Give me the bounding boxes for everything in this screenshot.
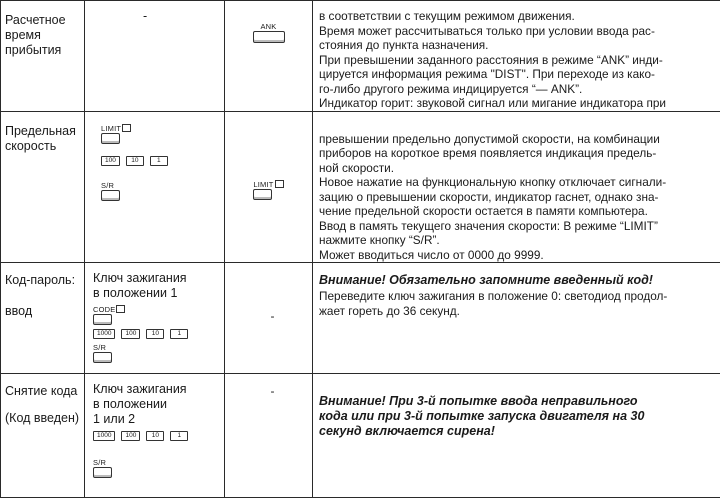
condition-cell (85, 1, 225, 112)
digit-buttons (93, 431, 224, 441)
dash-text: - (93, 9, 224, 24)
desc-line: зацию о превышении скорости, индикатор гаснет, однако зна- (319, 190, 716, 205)
description-cell (313, 374, 720, 498)
digit-buttons (93, 329, 224, 339)
desc-line: Новое нажатие на функциональную кнопку отключает сигнали- (319, 175, 716, 190)
digit-button-100[interactable]: 100 (121, 431, 140, 441)
param-line: Снятие кода (5, 384, 84, 399)
key-cell (225, 374, 313, 498)
param-line: (Код введен) (5, 411, 84, 426)
desc-line: стояния до пункта назначения. (319, 38, 716, 53)
condition-line: Ключ зажигания (93, 271, 224, 286)
desc-line: нажмите кнопку “S/R”. (319, 233, 716, 248)
digit-button-100[interactable]: 100 (101, 156, 120, 166)
digit-button-1[interactable]: 1 (150, 156, 168, 166)
param-line: ввод (5, 304, 84, 319)
digit-button-10[interactable]: 10 (126, 156, 144, 166)
desc-line: жает гореть до 36 секунд. (319, 304, 716, 319)
condition-line: 1 или 2 (93, 412, 224, 427)
sr-button[interactable] (93, 459, 112, 478)
desc-line: чение предельной скорости остается в памяти компьютера. (319, 204, 716, 219)
desc-line: Переведите ключ зажигания в положение 0: светодиод продол- (319, 289, 716, 304)
key-button-icon (101, 133, 120, 144)
param-line: время (5, 28, 84, 43)
condition-cell (85, 263, 225, 374)
param-line: прибытия (5, 43, 84, 58)
param-line: скорость (5, 139, 84, 154)
param-cell (1, 111, 85, 263)
dash-text: - (225, 384, 312, 399)
ank-key[interactable] (253, 23, 285, 43)
table-row (1, 374, 720, 498)
sr-button[interactable] (101, 182, 120, 201)
desc-line: Индикатор горит: звуковой сигнал или мигание индикатора при (319, 96, 716, 111)
digit-button-10[interactable]: 10 (146, 329, 164, 339)
description-cell (313, 263, 720, 374)
warning-line: Внимание! При 3-й попытке ввода неправильного (319, 394, 716, 409)
desc-line: Ввод в память текущего значения скорости: В режиме “LIMIT” (319, 219, 716, 234)
param-line: Предельная (5, 124, 84, 139)
desc-line: Время может рассчитываться только при условии ввода рас- (319, 24, 716, 39)
table-row (1, 263, 720, 374)
indicator-icon (116, 305, 125, 313)
condition-line: в положении (93, 397, 224, 412)
code-label: CODE (93, 305, 125, 314)
limit-key-label: LIMIT (253, 180, 283, 189)
key-button-icon (93, 314, 112, 325)
desc-line: ной скорости. (319, 161, 716, 176)
table-row (1, 1, 720, 112)
limit-key[interactable] (253, 180, 283, 200)
sr-label: S/R (93, 459, 112, 467)
desc-line: Может вводиться число от 0000 до 9999. (319, 248, 716, 263)
digit-button-1000[interactable]: 1000 (93, 431, 115, 441)
description-cell (313, 111, 720, 263)
desc-line: превышении предельно допустимой скорости, на комбинации (319, 132, 716, 147)
description-cell (313, 1, 720, 112)
dash-text: - (225, 309, 312, 324)
indicator-icon (122, 124, 131, 132)
ank-key-label: ANK (253, 23, 285, 31)
param-cell (1, 263, 85, 374)
sr-label: S/R (93, 344, 112, 352)
desc-line: При превышении заданного расстояния в режиме “ANK” инди- (319, 53, 716, 68)
key-button-icon (253, 189, 272, 200)
digit-button-10[interactable]: 10 (146, 431, 164, 441)
sr-button[interactable] (93, 344, 112, 363)
key-button-icon (101, 190, 120, 201)
digit-button-1[interactable]: 1 (170, 329, 188, 339)
key-button-icon (253, 31, 285, 43)
digit-button-100[interactable]: 100 (121, 329, 140, 339)
warning-line: кода или при 3-й попытке запуска двигателя на 30 (319, 409, 716, 424)
condition-line: Ключ зажигания (93, 382, 224, 397)
param-cell (1, 374, 85, 498)
param-line: Расчетное (5, 13, 84, 28)
indicator-icon (275, 180, 284, 188)
desc-line: го-либо другого режима индицируется “— ANK”. (319, 82, 716, 97)
key-button-icon (93, 467, 112, 478)
digit-button-1[interactable]: 1 (170, 431, 188, 441)
desc-line: в соответствии с текущим режимом движения. (319, 9, 716, 24)
key-cell (225, 263, 313, 374)
param-line: Код-пароль: (5, 273, 84, 288)
desc-line: приборов на короткое время появляется индикация предель- (319, 146, 716, 161)
limit-label: LIMIT (101, 124, 131, 133)
condition-line: в положении 1 (93, 286, 224, 301)
param-cell (1, 1, 85, 112)
condition-cell (85, 374, 225, 498)
warning-line: секунд включается сирена! (319, 424, 716, 439)
digit-buttons (101, 156, 224, 166)
key-button-icon (93, 352, 112, 363)
table-row (1, 111, 720, 263)
key-cell (225, 1, 313, 112)
digit-button-1000[interactable]: 1000 (93, 329, 115, 339)
code-button[interactable] (93, 305, 125, 325)
desc-line: цируется информация режима "DIST". При переходе из како- (319, 67, 716, 82)
limit-button[interactable] (101, 124, 131, 144)
sr-label: S/R (101, 182, 120, 190)
warning-text: Внимание! Обязательно запомните введенный код! (319, 273, 716, 288)
condition-cell (85, 111, 225, 263)
key-cell (225, 111, 313, 263)
